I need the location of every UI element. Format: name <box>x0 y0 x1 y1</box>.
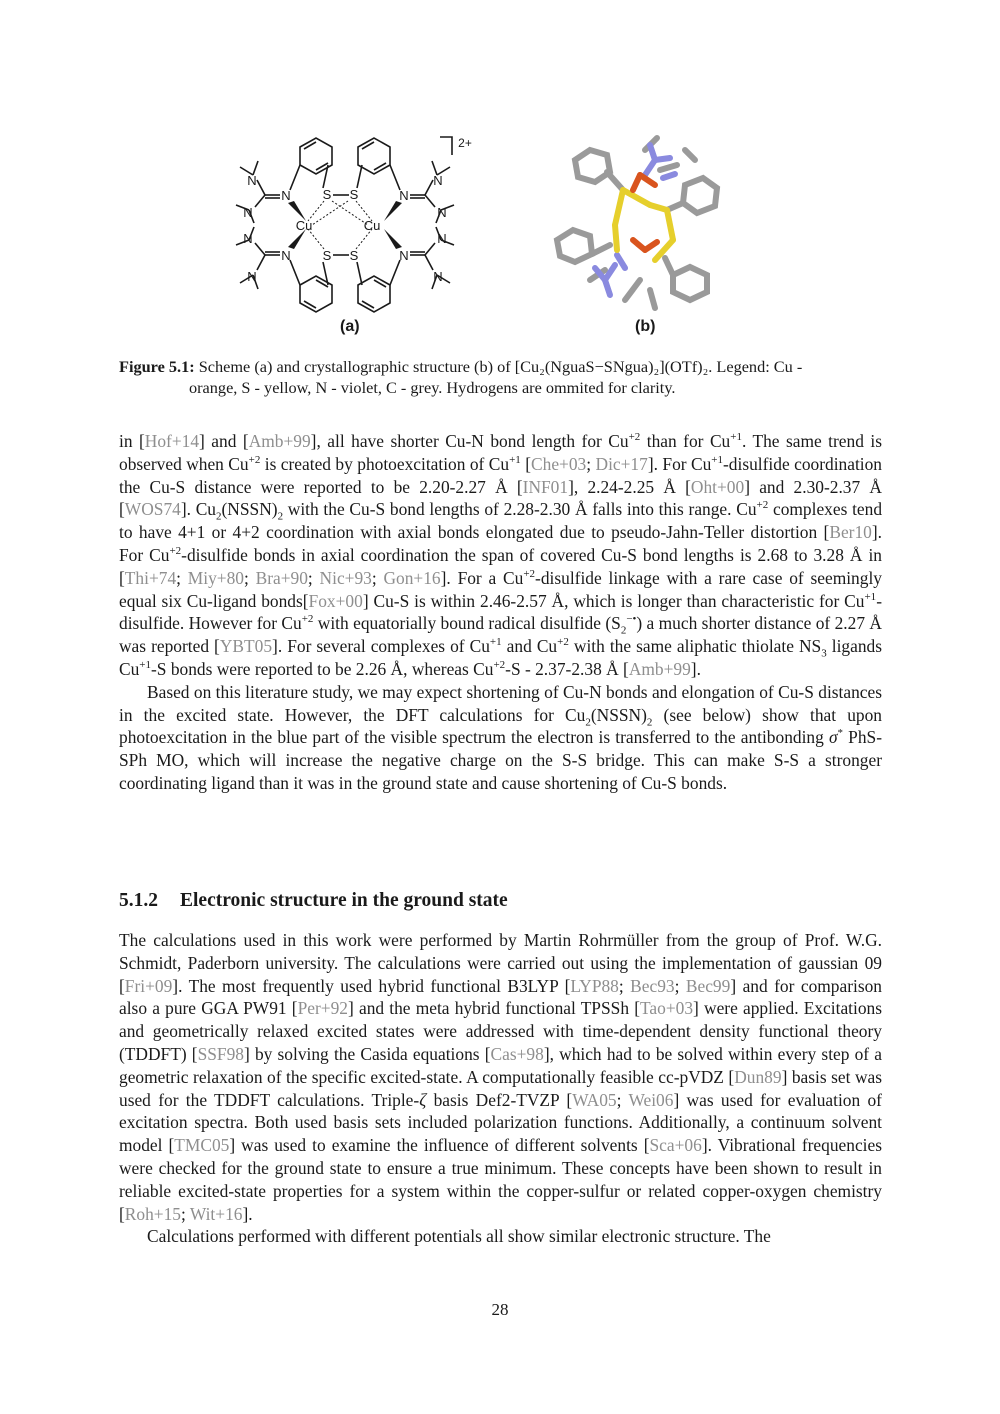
citation-link[interactable]: Bec99 <box>685 975 731 996</box>
caption-line-1: Scheme (a) and crystallographic structure (b) of [Cu₂(NguaS−SNgua)₂](OTf)₂. Legend: Cu - <box>198 357 803 376</box>
body-text <box>119 430 882 795</box>
charge-label: 2+ <box>458 136 472 150</box>
n-atom-label: N <box>281 188 291 203</box>
citation-link[interactable]: Sca+06 <box>649 1135 702 1156</box>
citation-link[interactable]: Dun89 <box>734 1066 782 1087</box>
section-number: 5.1.2 <box>119 890 158 911</box>
citation-link[interactable]: Amb+99 <box>248 431 311 451</box>
citation-link[interactable]: Fox+00 <box>308 590 363 611</box>
cu-atom-label: Cu <box>295 218 313 233</box>
section-title: Electronic structure in the ground state <box>180 890 508 911</box>
citation-link[interactable]: Dic+17 <box>595 453 648 474</box>
citation-link[interactable]: Hof+14 <box>144 431 200 451</box>
n-atom-label: N <box>281 248 291 263</box>
citation-link[interactable]: Oht+00 <box>690 476 745 497</box>
s-atom-label: S <box>322 248 332 263</box>
citation-link[interactable]: Thi+74 <box>124 567 177 588</box>
citation-link[interactable]: Miy+80 <box>187 567 244 588</box>
chemical-scheme <box>220 125 490 325</box>
page-number: 28 <box>491 1300 509 1319</box>
paragraph: The calculations used in this work were performed by Martin Rohrmüller from the group of Prof. W.G. Schmidt, Paderborn university. The calculations were carried out using the implementation of gaussian 09 [Fri+09]. The most frequently used hybrid functional B3LYP [LYP88; Bec93; Bec99] and for comparison also a pure GGA PW91 [Per+92] and the meta hybrid functional TPSSh [Tao+03] were applied. Excitations and geometrically relaxed excited states were addressed with time-dependent density functional theory (TDDFT) [SSF98] by solving the Casida equations [Cas+98], which had to be solved within every step of a geometric relaxation of the specific excited-state. A computationally feasible cc-pVDZ [Dun89] basis set was used for the TDDFT calculations. Triple-ζ basis Def2-TVZP [WA05; Wei06] was used for evaluation of excitation spectra. Both used basis sets included polarization functions. Additionally, a continuum solvent model [TMC05] was used to examine the influence of different solvents [Sca+06]. Vibrational frequencies were checked for the ground state to ensure a true minimum. These concepts have been shown to result in reliable excited-state properties for a system within the copper-sulfur or related copper-oxygen chemistry [Roh+15; Wit+16]. <box>119 930 883 1224</box>
n-atom-label: N <box>399 188 409 203</box>
n-atom-label: N <box>437 231 447 246</box>
figure-caption <box>119 356 882 398</box>
paragraph: in [Hof+14] and [Amb+99], all have shorter Cu-N bond length for $Cu^{+2}$ than for $Cu^{+1}$. The same trend is observed when $Cu^{+2}$ is created by photoexcitation of $Cu^{+1}$ [Che+03; Dic+17]. For $Cu^{+1}$-disulfide coordination the Cu-S distance were reported to be 2.20-2.27 Å [INF01], 2.24-2.25 Å [Oht+00] and 2.30-2.37 Å [WOS74]. $Cu_2(NSSN)_2$ with the Cu-S bond lengths of 2.28-2.30 Å falls into this range. $Cu^{+2}$ complexes tend to have 4+1 or 4+2 coordination with axial bonds elongated due to pseudo-Jahn-Teller distortion [Ber10]. For $Cu^{+2}$-disulfide bonds in axial coordination the span of covered Cu-S bond lengths is 2.68 to 3.28 Å in [Thi+74; Miy+80; Bra+90; Nic+93; Gon+16]. For a $Cu^{+2}$-disulfide linkage with a rare case of seemingly equal six Cu-ligand bonds[Fox+00] Cu-S is within 2.46-2.57 Å, which is longer than characteristic for $Cu^{+1}$-disulfide. However for $Cu^{+2}$ with equatorially bound radical disulfide $(S_2^{-•})$ a much shorter distance of 2.27 Å was reported [YBT05]. For several complexes of $Cu^{+1}$ and $Cu^{+2}$ with the same aliphatic thiolate $NS_3$ ligands $Cu^{+1}-S$ bonds were reported to be 2.26 Å, whereas $Cu^{+2}-S - 2.37-2.38$ Å [Amb+99]. <box>119 431 883 679</box>
citation-link[interactable]: Cas+98 <box>490 1043 544 1064</box>
subfigure-label-b: (b) <box>635 318 656 335</box>
citation-link[interactable]: TMC05 <box>174 1135 230 1156</box>
subfigure-label-a: (a) <box>340 318 360 335</box>
citation-link[interactable]: SSF98 <box>197 1043 244 1064</box>
n-atom-label: N <box>399 248 409 263</box>
n-atom-label: N <box>437 205 447 220</box>
caption-line-2: orange, S - yellow, N - violet, C - grey. Hydrogens are ommited for clarity. <box>189 378 676 397</box>
crystal-structure <box>545 130 745 320</box>
citation-link[interactable]: Ber10 <box>829 522 872 543</box>
citation-link[interactable]: Nic+93 <box>319 567 372 588</box>
citation-link[interactable]: Gon+16 <box>383 567 441 588</box>
caption-label: Figure 5.1: <box>119 357 195 376</box>
s-atom-label: S <box>349 187 359 202</box>
citation-link[interactable]: INF01 <box>522 476 569 497</box>
figure-5-1 <box>220 125 780 345</box>
citation-link[interactable]: Amb+99 <box>628 658 691 679</box>
citation-link[interactable]: Bra+90 <box>255 567 308 588</box>
paragraph: Calculations performed with different potentials all show similar electronic structure. The <box>147 1226 771 1247</box>
n-atom-label: N <box>243 205 253 220</box>
citation-link[interactable]: Wei06 <box>628 1089 674 1110</box>
s-atom-label: S <box>322 187 332 202</box>
s-atom-label: S <box>349 248 359 263</box>
section-heading <box>119 890 508 912</box>
cu-atom-label: Cu <box>363 218 381 233</box>
citation-link[interactable]: Bec93 <box>630 975 675 996</box>
citation-link[interactable]: WA05 <box>572 1089 617 1110</box>
citation-link[interactable]: Fri+09 <box>124 975 173 996</box>
n-atom-label: N <box>433 269 443 284</box>
paragraph: Based on this literature study, we may expect shortening of Cu-N bonds and elongation of Cu-S distances in the excited state. However, the DFT calculations for $Cu_2(NSSN)_2$ (see below) show that upon photoexcitation in the blue part of the visible spectrum the electron is transferred to the antibonding σ* PhS-SPh MO, which will increase the negative charge on the S-S bridge. This can make S-S a stronger coordinating ligand than it was in the ground state and cause shortening of Cu-S bonds. <box>119 681 882 793</box>
citation-link[interactable]: Per+92 <box>297 998 348 1019</box>
citation-link[interactable]: Tao+03 <box>640 998 694 1019</box>
n-atom-label: N <box>247 269 257 284</box>
citation-link[interactable]: LYP88 <box>570 975 619 996</box>
citation-link[interactable]: WOS74 <box>124 499 181 520</box>
n-atom-label: N <box>247 173 257 188</box>
body-text-section <box>119 929 882 1248</box>
citation-link[interactable]: Wit+16 <box>189 1203 243 1224</box>
n-atom-label: N <box>243 231 253 246</box>
citation-link[interactable]: Roh+15 <box>124 1203 181 1224</box>
n-atom-label: N <box>433 173 443 188</box>
citation-link[interactable]: YBT05 <box>219 636 273 657</box>
citation-link[interactable]: Che+03 <box>531 453 587 474</box>
